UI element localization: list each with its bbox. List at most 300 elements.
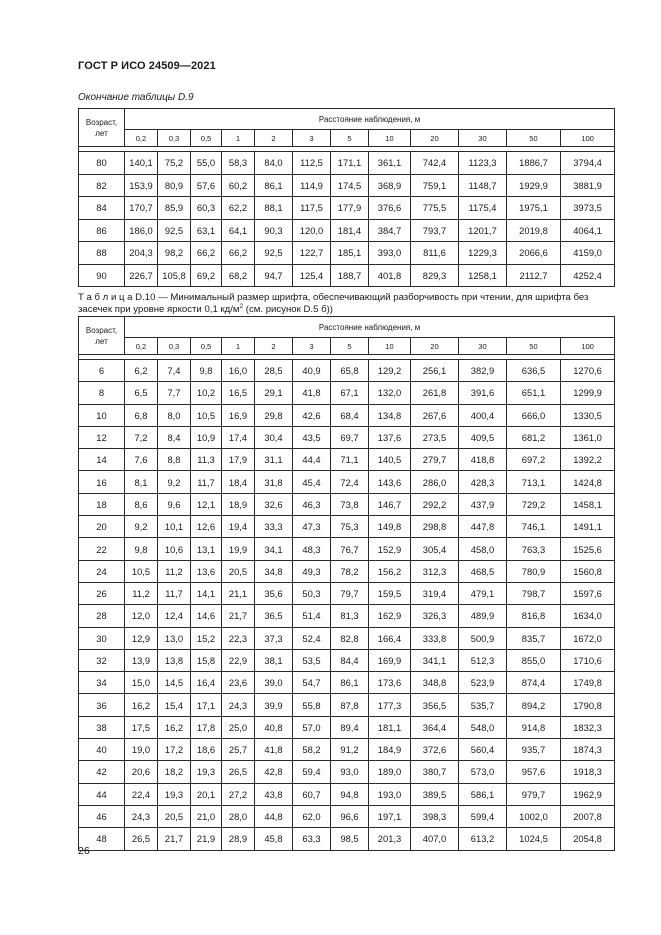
value-cell: 17,9 bbox=[222, 449, 255, 471]
value-cell: 171,1 bbox=[331, 152, 369, 175]
value-cell: 6,8 bbox=[125, 404, 158, 426]
value-cell: 267,6 bbox=[411, 404, 459, 426]
value-cell: 34,8 bbox=[255, 560, 293, 582]
value-cell: 169,9 bbox=[369, 649, 411, 671]
distance-values-row bbox=[79, 338, 615, 355]
value-cell: 763,3 bbox=[507, 538, 561, 560]
value-cell: 4064,1 bbox=[561, 219, 615, 242]
value-cell: 92,5 bbox=[158, 219, 191, 242]
value-cell: 16,9 bbox=[222, 404, 255, 426]
value-cell: 1597,6 bbox=[561, 582, 615, 604]
value-cell: 418,8 bbox=[459, 449, 507, 471]
value-cell: 19,3 bbox=[158, 783, 191, 805]
value-cell: 458,0 bbox=[459, 538, 507, 560]
value-cell: 2066,6 bbox=[507, 242, 561, 265]
value-cell: 21,9 bbox=[191, 828, 222, 850]
value-cell: 14,6 bbox=[191, 605, 222, 627]
value-cell: 6,5 bbox=[125, 382, 158, 404]
table-row bbox=[79, 627, 615, 649]
age-header-line: Возраст, bbox=[85, 326, 118, 335]
value-cell: 22,9 bbox=[222, 649, 255, 671]
value-cell: 38,1 bbox=[255, 649, 293, 671]
table-body bbox=[79, 355, 615, 851]
value-cell: 401,8 bbox=[369, 264, 411, 287]
value-cell: 39,0 bbox=[255, 672, 293, 694]
table-row bbox=[79, 605, 615, 627]
value-cell: 122,7 bbox=[293, 242, 331, 265]
age-header-line: лет bbox=[95, 337, 108, 346]
value-cell: 298,8 bbox=[411, 516, 459, 538]
value-cell: 759,1 bbox=[411, 174, 459, 197]
value-cell: 44,8 bbox=[255, 805, 293, 827]
value-cell: 9,2 bbox=[125, 516, 158, 538]
value-cell: 64,1 bbox=[222, 219, 255, 242]
value-cell: 19,9 bbox=[222, 538, 255, 560]
value-cell: 1229,3 bbox=[459, 242, 507, 265]
value-cell: 68,2 bbox=[222, 264, 255, 287]
value-cell: 261,8 bbox=[411, 382, 459, 404]
table-header bbox=[79, 317, 615, 355]
value-cell: 177,9 bbox=[331, 197, 369, 220]
value-cell: 11,7 bbox=[158, 582, 191, 604]
value-cell: 1790,8 bbox=[561, 694, 615, 716]
value-cell: 84,0 bbox=[255, 152, 293, 175]
value-cell: 12,1 bbox=[191, 493, 222, 515]
caption-main: D.10 — Минимальный размер шрифта, обеспечивающий разборчивость при чтении, для шрифта без засечек при уровне яркости 0,1 кд/м bbox=[78, 292, 589, 315]
value-cell: 62,2 bbox=[222, 197, 255, 220]
value-cell: 979,7 bbox=[507, 783, 561, 805]
value-cell: 31,1 bbox=[255, 449, 293, 471]
value-cell: 201,3 bbox=[369, 828, 411, 850]
value-cell: 81,3 bbox=[331, 605, 369, 627]
distance-group-header: Расстояние наблюдения, м bbox=[125, 317, 615, 338]
value-cell: 173,6 bbox=[369, 672, 411, 694]
value-cell: 29,8 bbox=[255, 404, 293, 426]
value-cell: 256,1 bbox=[411, 360, 459, 382]
value-cell: 816,8 bbox=[507, 605, 561, 627]
value-cell: 174,5 bbox=[331, 174, 369, 197]
age-cell: 20 bbox=[79, 516, 125, 538]
distance-header: 30 bbox=[459, 338, 507, 355]
value-cell: 226,7 bbox=[125, 264, 158, 287]
table-row bbox=[79, 404, 615, 426]
value-cell: 348,8 bbox=[411, 672, 459, 694]
value-cell: 1874,3 bbox=[561, 739, 615, 761]
value-cell: 636,5 bbox=[507, 360, 561, 382]
value-cell: 193,0 bbox=[369, 783, 411, 805]
value-cell: 1832,3 bbox=[561, 716, 615, 738]
age-header-line: лет bbox=[95, 129, 108, 138]
distance-header: 50 bbox=[507, 338, 561, 355]
value-cell: 1201,7 bbox=[459, 219, 507, 242]
value-cell: 437,9 bbox=[459, 493, 507, 515]
value-cell: 62,0 bbox=[293, 805, 331, 827]
value-cell: 50,3 bbox=[293, 582, 331, 604]
table-row bbox=[79, 382, 615, 404]
value-cell: 333,8 bbox=[411, 627, 459, 649]
value-cell: 69,7 bbox=[331, 426, 369, 448]
value-cell: 137,6 bbox=[369, 426, 411, 448]
value-cell: 170,7 bbox=[125, 197, 158, 220]
value-cell: 20,5 bbox=[222, 560, 255, 582]
value-cell: 75,3 bbox=[331, 516, 369, 538]
value-cell: 29,1 bbox=[255, 382, 293, 404]
value-cell: 88,1 bbox=[255, 197, 293, 220]
age-cell: 80 bbox=[79, 152, 125, 175]
value-cell: 43,8 bbox=[255, 783, 293, 805]
value-cell: 57,6 bbox=[191, 174, 222, 197]
value-cell: 162,9 bbox=[369, 605, 411, 627]
distance-header: 0,2 bbox=[125, 338, 158, 355]
age-cell: 86 bbox=[79, 219, 125, 242]
value-cell: 68,4 bbox=[331, 404, 369, 426]
value-cell: 855,0 bbox=[507, 649, 561, 671]
value-cell: 181,1 bbox=[369, 716, 411, 738]
value-cell: 57,0 bbox=[293, 716, 331, 738]
value-cell: 10,2 bbox=[191, 382, 222, 404]
table-row bbox=[79, 426, 615, 448]
distance-header: 0,3 bbox=[158, 130, 191, 147]
value-cell: 30,4 bbox=[255, 426, 293, 448]
table-row bbox=[79, 449, 615, 471]
value-cell: 12,0 bbox=[125, 605, 158, 627]
value-cell: 16,2 bbox=[158, 716, 191, 738]
value-cell: 60,2 bbox=[222, 174, 255, 197]
value-cell: 14,5 bbox=[158, 672, 191, 694]
value-cell: 19,4 bbox=[222, 516, 255, 538]
distance-header: 3 bbox=[293, 338, 331, 355]
value-cell: 20,1 bbox=[191, 783, 222, 805]
table-row bbox=[79, 672, 615, 694]
value-cell: 31,8 bbox=[255, 471, 293, 493]
value-cell: 319,4 bbox=[411, 582, 459, 604]
value-cell: 80,9 bbox=[158, 174, 191, 197]
value-cell: 49,3 bbox=[293, 560, 331, 582]
value-cell: 17,8 bbox=[191, 716, 222, 738]
value-cell: 66,2 bbox=[191, 242, 222, 265]
value-cell: 2007,8 bbox=[561, 805, 615, 827]
value-cell: 409,5 bbox=[459, 426, 507, 448]
distance-header: 1 bbox=[222, 338, 255, 355]
value-cell: 42,6 bbox=[293, 404, 331, 426]
age-cell: 14 bbox=[79, 449, 125, 471]
value-cell: 186,0 bbox=[125, 219, 158, 242]
value-cell: 24,3 bbox=[222, 694, 255, 716]
value-cell: 793,7 bbox=[411, 219, 459, 242]
table-row bbox=[79, 783, 615, 805]
value-cell: 681,2 bbox=[507, 426, 561, 448]
value-cell: 573,0 bbox=[459, 761, 507, 783]
value-cell: 1918,3 bbox=[561, 761, 615, 783]
value-cell: 874,4 bbox=[507, 672, 561, 694]
value-cell: 129,2 bbox=[369, 360, 411, 382]
value-cell: 10,5 bbox=[191, 404, 222, 426]
value-cell: 9,8 bbox=[191, 360, 222, 382]
value-cell: 87,8 bbox=[331, 694, 369, 716]
age-cell: 40 bbox=[79, 739, 125, 761]
value-cell: 120,0 bbox=[293, 219, 331, 242]
value-cell: 11,7 bbox=[191, 471, 222, 493]
table-row bbox=[79, 152, 615, 175]
value-cell: 894,2 bbox=[507, 694, 561, 716]
value-cell: 273,5 bbox=[411, 426, 459, 448]
value-cell: 28,5 bbox=[255, 360, 293, 382]
value-cell: 713,1 bbox=[507, 471, 561, 493]
value-cell: 21,1 bbox=[222, 582, 255, 604]
value-cell: 382,9 bbox=[459, 360, 507, 382]
value-cell: 55,0 bbox=[191, 152, 222, 175]
value-cell: 73,8 bbox=[331, 493, 369, 515]
age-cell: 82 bbox=[79, 174, 125, 197]
value-cell: 11,3 bbox=[191, 449, 222, 471]
value-cell: 398,3 bbox=[411, 805, 459, 827]
value-cell: 13,9 bbox=[125, 649, 158, 671]
value-cell: 112,5 bbox=[293, 152, 331, 175]
value-cell: 1634,0 bbox=[561, 605, 615, 627]
age-cell: 90 bbox=[79, 264, 125, 287]
value-cell: 1361,0 bbox=[561, 426, 615, 448]
value-cell: 775,5 bbox=[411, 197, 459, 220]
value-cell: 19,0 bbox=[125, 739, 158, 761]
value-cell: 1258,1 bbox=[459, 264, 507, 287]
value-cell: 59,4 bbox=[293, 761, 331, 783]
age-cell: 22 bbox=[79, 538, 125, 560]
value-cell: 7,4 bbox=[158, 360, 191, 382]
age-cell: 18 bbox=[79, 493, 125, 515]
caption-prefix: Т а б л и ц а bbox=[78, 292, 133, 303]
table-row bbox=[79, 264, 615, 287]
value-cell: 153,9 bbox=[125, 174, 158, 197]
value-cell: 41,8 bbox=[293, 382, 331, 404]
value-cell: 1975,1 bbox=[507, 197, 561, 220]
value-cell: 66,2 bbox=[222, 242, 255, 265]
distance-header: 5 bbox=[331, 338, 369, 355]
distance-header: 30 bbox=[459, 130, 507, 147]
value-cell: 10,9 bbox=[191, 426, 222, 448]
table-header bbox=[79, 109, 615, 147]
age-cell: 10 bbox=[79, 404, 125, 426]
value-cell: 9,6 bbox=[158, 493, 191, 515]
value-cell: 697,2 bbox=[507, 449, 561, 471]
value-cell: 17,1 bbox=[191, 694, 222, 716]
value-cell: 22,3 bbox=[222, 627, 255, 649]
age-cell: 38 bbox=[79, 716, 125, 738]
distance-header: 5 bbox=[331, 130, 369, 147]
distance-header: 1 bbox=[222, 130, 255, 147]
value-cell: 380,7 bbox=[411, 761, 459, 783]
distance-group-header: Расстояние наблюдения, м bbox=[125, 109, 615, 130]
value-cell: 8,8 bbox=[158, 449, 191, 471]
table-body bbox=[79, 147, 615, 287]
value-cell: 146,7 bbox=[369, 493, 411, 515]
value-cell: 58,3 bbox=[222, 152, 255, 175]
value-cell: 384,7 bbox=[369, 219, 411, 242]
value-cell: 3973,5 bbox=[561, 197, 615, 220]
age-cell: 32 bbox=[79, 649, 125, 671]
value-cell: 548,0 bbox=[459, 716, 507, 738]
value-cell: 91,2 bbox=[331, 739, 369, 761]
value-cell: 86,1 bbox=[255, 174, 293, 197]
value-cell: 60,7 bbox=[293, 783, 331, 805]
value-cell: 8,4 bbox=[158, 426, 191, 448]
value-cell: 28,9 bbox=[222, 828, 255, 850]
value-cell: 181,4 bbox=[331, 219, 369, 242]
value-cell: 1710,6 bbox=[561, 649, 615, 671]
value-cell: 811,6 bbox=[411, 242, 459, 265]
value-cell: 51,4 bbox=[293, 605, 331, 627]
value-cell: 560,4 bbox=[459, 739, 507, 761]
value-cell: 75,2 bbox=[158, 152, 191, 175]
table-row bbox=[79, 582, 615, 604]
value-cell: 376,6 bbox=[369, 197, 411, 220]
value-cell: 6,2 bbox=[125, 360, 158, 382]
value-cell: 1123,3 bbox=[459, 152, 507, 175]
distance-header: 3 bbox=[293, 130, 331, 147]
value-cell: 1491,1 bbox=[561, 516, 615, 538]
value-cell: 94,7 bbox=[255, 264, 293, 287]
value-cell: 18,4 bbox=[222, 471, 255, 493]
value-cell: 26,5 bbox=[125, 828, 158, 850]
value-cell: 15,8 bbox=[191, 649, 222, 671]
value-cell: 1270,6 bbox=[561, 360, 615, 382]
value-cell: 914,8 bbox=[507, 716, 561, 738]
value-cell: 54,7 bbox=[293, 672, 331, 694]
value-cell: 312,3 bbox=[411, 560, 459, 582]
value-cell: 9,2 bbox=[158, 471, 191, 493]
value-cell: 71,1 bbox=[331, 449, 369, 471]
value-cell: 96,6 bbox=[331, 805, 369, 827]
value-cell: 1392,2 bbox=[561, 449, 615, 471]
value-cell: 17,5 bbox=[125, 716, 158, 738]
table-row bbox=[79, 471, 615, 493]
value-cell: 279,7 bbox=[411, 449, 459, 471]
value-cell: 94,8 bbox=[331, 783, 369, 805]
distance-header: 0,2 bbox=[125, 130, 158, 147]
value-cell: 44,4 bbox=[293, 449, 331, 471]
table-continuation-caption: Окончание таблицы D.9 bbox=[78, 92, 194, 103]
value-cell: 19,3 bbox=[191, 761, 222, 783]
value-cell: 184,9 bbox=[369, 739, 411, 761]
value-cell: 46,3 bbox=[293, 493, 331, 515]
value-cell: 13,1 bbox=[191, 538, 222, 560]
value-cell: 35,6 bbox=[255, 582, 293, 604]
table-row bbox=[79, 716, 615, 738]
value-cell: 389,5 bbox=[411, 783, 459, 805]
value-cell: 489,9 bbox=[459, 605, 507, 627]
value-cell: 1886,7 bbox=[507, 152, 561, 175]
value-cell: 45,4 bbox=[293, 471, 331, 493]
value-cell: 92,5 bbox=[255, 242, 293, 265]
value-cell: 7,7 bbox=[158, 382, 191, 404]
age-cell: 8 bbox=[79, 382, 125, 404]
table-d10-caption bbox=[78, 292, 618, 316]
value-cell: 535,7 bbox=[459, 694, 507, 716]
age-cell: 46 bbox=[79, 805, 125, 827]
value-cell: 69,2 bbox=[191, 264, 222, 287]
value-cell: 20,6 bbox=[125, 761, 158, 783]
value-cell: 292,2 bbox=[411, 493, 459, 515]
value-cell: 11,2 bbox=[158, 560, 191, 582]
value-cell: 798,7 bbox=[507, 582, 561, 604]
value-cell: 16,2 bbox=[125, 694, 158, 716]
value-cell: 188,7 bbox=[331, 264, 369, 287]
age-column-header bbox=[79, 317, 125, 355]
table-row bbox=[79, 761, 615, 783]
value-cell: 1024,5 bbox=[507, 828, 561, 850]
value-cell: 37,3 bbox=[255, 627, 293, 649]
value-cell: 114,9 bbox=[293, 174, 331, 197]
value-cell: 93,0 bbox=[331, 761, 369, 783]
value-cell: 42,8 bbox=[255, 761, 293, 783]
value-cell: 24,3 bbox=[125, 805, 158, 827]
value-cell: 65,8 bbox=[331, 360, 369, 382]
distance-header: 20 bbox=[411, 130, 459, 147]
value-cell: 16,0 bbox=[222, 360, 255, 382]
page-number: 26 bbox=[78, 845, 90, 857]
distance-values-row bbox=[79, 130, 615, 147]
value-cell: 326,3 bbox=[411, 605, 459, 627]
value-cell: 25,0 bbox=[222, 716, 255, 738]
value-cell: 13,0 bbox=[158, 627, 191, 649]
value-cell: 85,9 bbox=[158, 197, 191, 220]
value-cell: 20,5 bbox=[158, 805, 191, 827]
age-cell: 30 bbox=[79, 627, 125, 649]
value-cell: 1002,0 bbox=[507, 805, 561, 827]
value-cell: 3881,9 bbox=[561, 174, 615, 197]
value-cell: 32,6 bbox=[255, 493, 293, 515]
table-row bbox=[79, 560, 615, 582]
value-cell: 55,8 bbox=[293, 694, 331, 716]
value-cell: 84,4 bbox=[331, 649, 369, 671]
value-cell: 10,6 bbox=[158, 538, 191, 560]
value-cell: 86,1 bbox=[331, 672, 369, 694]
value-cell: 58,2 bbox=[293, 739, 331, 761]
value-cell: 742,4 bbox=[411, 152, 459, 175]
value-cell: 21,0 bbox=[191, 805, 222, 827]
header-row bbox=[79, 317, 615, 338]
value-cell: 11,2 bbox=[125, 582, 158, 604]
table-d9-end bbox=[78, 108, 615, 287]
value-cell: 935,7 bbox=[507, 739, 561, 761]
value-cell: 12,9 bbox=[125, 627, 158, 649]
value-cell: 166,4 bbox=[369, 627, 411, 649]
value-cell: 12,6 bbox=[191, 516, 222, 538]
value-cell: 1458,1 bbox=[561, 493, 615, 515]
value-cell: 40,9 bbox=[293, 360, 331, 382]
value-cell: 105,8 bbox=[158, 264, 191, 287]
value-cell: 391,6 bbox=[459, 382, 507, 404]
value-cell: 2019,8 bbox=[507, 219, 561, 242]
distance-header: 10 bbox=[369, 130, 411, 147]
table-row bbox=[79, 242, 615, 265]
value-cell: 72,4 bbox=[331, 471, 369, 493]
value-cell: 47,3 bbox=[293, 516, 331, 538]
value-cell: 729,2 bbox=[507, 493, 561, 515]
value-cell: 512,3 bbox=[459, 649, 507, 671]
table-row bbox=[79, 493, 615, 515]
value-cell: 98,5 bbox=[331, 828, 369, 850]
value-cell: 8,6 bbox=[125, 493, 158, 515]
value-cell: 9,8 bbox=[125, 538, 158, 560]
value-cell: 468,5 bbox=[459, 560, 507, 582]
table-row bbox=[79, 219, 615, 242]
value-cell: 666,0 bbox=[507, 404, 561, 426]
value-cell: 957,6 bbox=[507, 761, 561, 783]
value-cell: 1330,5 bbox=[561, 404, 615, 426]
value-cell: 14,1 bbox=[191, 582, 222, 604]
value-cell: 21,7 bbox=[222, 605, 255, 627]
value-cell: 407,0 bbox=[411, 828, 459, 850]
